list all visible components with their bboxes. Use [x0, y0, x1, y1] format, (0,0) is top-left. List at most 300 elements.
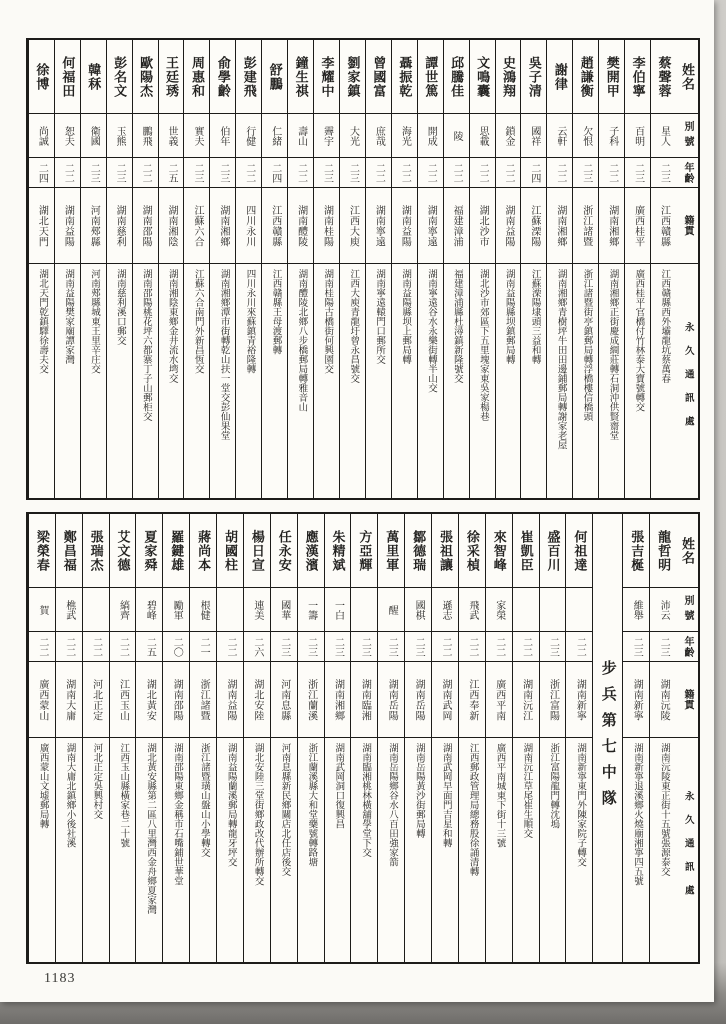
entry-alias	[136, 588, 162, 632]
entry-column	[109, 514, 136, 962]
entry-address	[262, 264, 287, 498]
entry-address-text: 河北正定吳興村交	[91, 743, 102, 819]
entry-address-text: 湖南益陽蘭溪郵局轉龍牙坪交	[225, 743, 236, 867]
entry-native-text: 湖南岳陽	[386, 678, 398, 721]
entry-name	[432, 514, 458, 588]
entry-address-text: 湖南新寧退溪鄉火燒廟湘寧四五號	[631, 743, 642, 886]
entry-native	[55, 188, 80, 264]
entry-name	[325, 514, 351, 588]
header-age-cell	[676, 158, 698, 188]
entry-native	[351, 662, 377, 738]
entry-column	[350, 514, 377, 962]
entry-alias	[521, 114, 546, 158]
entry-column	[469, 40, 495, 498]
entry-native-text: 湖南新寧	[574, 678, 586, 721]
entry-native-text: 江西贛縣	[269, 204, 281, 247]
entry-alias	[55, 114, 80, 158]
entry-address-text: 江西大庾青龍圩曾永昌號交	[348, 269, 359, 383]
entry-name-text: 譚世篤	[423, 55, 439, 98]
entry-name-text: 蔡聲蓉	[656, 55, 672, 98]
entry-address-text: 浙江諸暨璜山盤山小學轉交	[198, 743, 209, 857]
entry-alias-text: 家榮	[493, 599, 505, 620]
entry-column	[158, 40, 184, 498]
entry-alias-text: 海光	[399, 125, 411, 146]
entry-address-text: 江蘇溧陽埭頭三益和轉	[529, 269, 540, 364]
entry-alias	[298, 588, 324, 632]
entry-alias-text: 縞齊	[117, 599, 129, 620]
entry-address-text: 福建漳浦縣杜潯鎮新隆號交	[451, 269, 462, 383]
entry-native-text: 福建漳浦	[451, 204, 463, 247]
entry-name-text: 張祖讓	[437, 529, 453, 572]
entry-native	[83, 662, 109, 738]
header-age-label: 年齡	[682, 635, 693, 658]
entry-address-text: 河南息縣新民鄉關店北任店後交	[279, 743, 290, 876]
entry-address-text: 湖南大庸北鎮鄉小後社溪	[64, 743, 75, 848]
entry-native	[547, 188, 572, 264]
entry-name	[184, 40, 209, 114]
entry-alias-text: 鎖金	[503, 125, 514, 146]
entry-address	[314, 264, 339, 498]
entry-native	[540, 662, 566, 738]
entry-alias	[547, 114, 572, 158]
entry-address	[236, 264, 261, 498]
entry-age-text: 二三	[631, 636, 643, 657]
entry-age	[159, 158, 184, 188]
entry-address	[81, 264, 106, 498]
entry-name	[470, 40, 495, 114]
entry-name	[486, 514, 512, 588]
entry-native-text: 湖北天門	[36, 204, 48, 247]
entry-native-text: 湖南寧遠	[373, 204, 385, 247]
entry-age	[217, 632, 243, 662]
entry-column	[377, 514, 404, 962]
entry-name-text: 張瑞杰	[88, 529, 104, 572]
entry-age	[244, 632, 270, 662]
entry-column	[598, 40, 624, 498]
entry-name-text: 曾國富	[371, 55, 387, 98]
entry-column	[339, 40, 365, 498]
entry-name-text: 樊開甲	[604, 55, 620, 98]
entry-name-text: 李耀中	[319, 55, 335, 98]
entry-name	[625, 40, 650, 114]
entry-age-text: 二三	[191, 162, 203, 183]
entry-address-text: 浙江諸暨街亭鎮郵局轉浮橋樓信橋頭	[581, 269, 592, 421]
header-age-cell	[676, 632, 698, 662]
entry-alias-text: 國華	[278, 599, 290, 620]
entry-native	[210, 188, 235, 264]
entry-column	[287, 40, 313, 498]
entry-name-text: 邱騰佳	[449, 55, 465, 98]
entry-alias	[392, 114, 417, 158]
section-divider-cell	[593, 514, 622, 962]
entry-address-text: 湖北安陸三堂街鄉政改代辦所轉交	[252, 743, 263, 886]
entry-address	[298, 738, 324, 962]
entry-native-text: 江西玉山	[117, 678, 129, 721]
entry-alias	[217, 588, 243, 632]
header-name-label: 姓名	[680, 536, 695, 565]
entry-alias-text: 飛武	[466, 599, 478, 620]
entry-address-text: 湖南湘陰東鄉金井流水塆交	[166, 269, 177, 383]
entry-alias-text: 欠恨	[580, 125, 592, 146]
entry-address	[107, 264, 132, 498]
entry-age	[496, 158, 521, 188]
entry-address-text: 湖南益陽樊家廟譚家灣	[63, 269, 74, 364]
entry-native	[392, 188, 417, 264]
entry-native	[314, 188, 339, 264]
entry-age	[378, 632, 404, 662]
entry-address-text: 湖南益陽縣坝上郵局轉	[400, 269, 411, 364]
entry-address-text: 江蘇六合南門外新昌恆交	[192, 269, 203, 374]
entry-address	[378, 738, 404, 962]
entry-address	[392, 264, 417, 498]
header-address-cell	[676, 738, 698, 962]
entry-address-text: 湖南益陽縣坝鎮郵局轉	[503, 269, 514, 364]
entry-column	[209, 40, 235, 498]
entry-age-text: 二三	[217, 162, 229, 183]
entry-name-text: 艾文德	[115, 529, 131, 572]
entry-alias	[405, 588, 431, 632]
entry-alias-text: 鵬飛	[140, 125, 152, 146]
entry-address	[190, 738, 216, 962]
entry-name-text: 韓秝	[86, 62, 102, 91]
entry-age	[288, 158, 313, 188]
entry-age	[314, 158, 339, 188]
entry-name	[29, 40, 54, 114]
entry-column	[297, 514, 324, 962]
entry-age-text: 二二	[477, 162, 489, 183]
entry-native	[244, 662, 270, 738]
entry-alias-text: 行健	[243, 125, 255, 146]
header-address-label: 永久通訊處	[682, 791, 693, 909]
entry-name-text: 鐘生祺	[293, 55, 309, 98]
entry-column	[135, 514, 162, 962]
entry-alias	[496, 114, 521, 158]
entry-age	[29, 158, 54, 188]
entry-name-text: 吳子清	[526, 55, 542, 98]
entry-native-text: 湖南邵陽	[140, 204, 152, 247]
entry-address-text: 江西贛縣西外壩龍坑蔡萬春	[659, 269, 670, 383]
entry-native-text: 湖南湘鄉	[332, 678, 344, 721]
entry-column	[622, 514, 649, 962]
entry-column	[495, 40, 521, 498]
entry-column	[458, 514, 485, 962]
entry-name-text: 朱精斌	[330, 529, 346, 572]
entry-alias-text: 恕夫	[62, 125, 74, 146]
entry-alias	[314, 114, 339, 158]
entry-name	[163, 514, 189, 588]
entry-age	[29, 632, 55, 662]
entry-address	[29, 264, 54, 498]
entry-alias-text: 伯年	[217, 125, 229, 146]
entry-native-text: 浙江富陽	[547, 678, 559, 721]
entry-age-text: 二六	[251, 636, 263, 657]
entry-alias-text: 云軒	[554, 125, 566, 146]
entry-alias-text: 開成	[425, 125, 437, 146]
entry-name	[405, 514, 431, 588]
entry-age	[599, 158, 624, 188]
entry-age-text: 二四	[36, 162, 48, 183]
entry-address-text: 湖南桂陽古橋街何興園交	[322, 269, 333, 374]
entry-alias	[107, 114, 132, 158]
header-name-cell	[676, 514, 698, 588]
entry-alias-text: 思載	[477, 125, 489, 146]
entry-native-text: 湖南沅陵	[658, 678, 670, 721]
entry-address-text: 湖南沅江草尾崔生順交	[521, 743, 532, 838]
entry-name	[210, 40, 235, 114]
entry-age-text: 二三	[305, 636, 317, 657]
entry-native	[136, 662, 162, 738]
entry-age	[133, 158, 158, 188]
entry-name	[566, 514, 592, 588]
entry-native	[521, 188, 546, 264]
entry-address	[513, 738, 539, 962]
entry-age-text: 二二	[451, 162, 463, 183]
entry-name-text: 楊日宣	[249, 529, 265, 572]
entry-age	[271, 632, 297, 662]
entry-address	[217, 738, 243, 962]
entry-column	[539, 514, 566, 962]
entry-name	[244, 514, 270, 588]
entry-age-text: 二二	[36, 636, 48, 657]
entry-address	[110, 738, 136, 962]
entry-address	[470, 264, 495, 498]
entry-column	[243, 514, 270, 962]
entry-alias	[513, 588, 539, 632]
entry-name	[136, 514, 162, 588]
header-alias-label: 別號	[682, 120, 693, 151]
entry-alias	[184, 114, 209, 158]
entry-column	[565, 514, 592, 962]
entry-address	[159, 264, 184, 498]
entry-name-text: 何福田	[60, 55, 76, 98]
entry-address	[366, 264, 391, 498]
entry-age-text: 二五	[144, 636, 156, 657]
entry-address-text: 廣西蒙山文墟郵局轉	[37, 743, 48, 829]
entry-address	[547, 264, 572, 498]
entry-alias	[444, 114, 469, 158]
entry-native	[159, 188, 184, 264]
entry-column	[365, 40, 391, 498]
entry-age	[110, 632, 136, 662]
entry-column	[649, 514, 676, 962]
entry-age	[210, 158, 235, 188]
entry-age-text: 二三	[88, 162, 100, 183]
entry-age-text: 二二	[224, 636, 236, 657]
entry-column	[572, 40, 598, 498]
entry-alias	[470, 114, 495, 158]
entry-age-text: 二三	[114, 162, 126, 183]
entry-alias	[81, 114, 106, 158]
header-native-label: 籍貫	[682, 215, 693, 236]
entry-age-text: 二一	[198, 636, 210, 657]
entry-alias	[163, 588, 189, 632]
entry-address	[340, 264, 365, 498]
entry-age	[418, 158, 443, 188]
entry-alias-text: 一白	[332, 599, 344, 620]
entry-address-text: 湖南湘鄉潭市街轉乾山扶一堂交彭仙果堂	[218, 269, 229, 440]
entry-address	[444, 264, 469, 498]
entry-native	[190, 662, 216, 738]
entry-address-text: 湖南武岡洞口復興昌	[333, 743, 344, 829]
entry-native	[163, 662, 189, 738]
entry-address-text: 江西郵政管理局總務股徐誦清轉	[467, 743, 478, 876]
entry-age-text: 二二	[90, 636, 102, 657]
entry-name	[56, 514, 82, 588]
entry-alias	[236, 114, 261, 158]
entry-address	[566, 738, 592, 962]
entry-name	[271, 514, 297, 588]
entry-age	[236, 158, 261, 188]
entry-age	[459, 632, 485, 662]
entry-name-text: 羅鍵雄	[169, 529, 185, 572]
entry-address-text: 湖南沅陵東正街十五號張源泰交	[658, 743, 669, 876]
entry-column	[189, 514, 216, 962]
entry-age-text: 二三	[278, 636, 290, 657]
entry-native	[566, 662, 592, 738]
entry-native-text: 廣西平南	[493, 678, 505, 721]
entry-age	[298, 632, 324, 662]
entry-native	[325, 662, 351, 738]
entry-address-text: 浙江富陽龍門轉沈塢	[548, 743, 559, 829]
entry-native	[432, 662, 458, 738]
entry-column	[28, 514, 55, 962]
entry-name-text: 何祖達	[572, 529, 588, 572]
entry-native	[133, 188, 158, 264]
entry-name-text: 王廷琇	[164, 55, 180, 98]
entry-alias-text: 壽山	[295, 125, 307, 146]
entry-address-text: 湖南湘鄉青樹坪牛田田邊鋪郵局轉謝家老屋	[555, 269, 566, 450]
entry-alias-text: 賀	[36, 604, 48, 615]
entry-address	[521, 264, 546, 498]
entry-name	[55, 40, 80, 114]
entry-name-text: 方亞輝	[357, 529, 373, 572]
entry-address-text: 湖南寧遠谷水永樂街轉半山交	[425, 269, 436, 393]
entry-native-text: 湖北黃安	[144, 678, 156, 721]
entry-age-text: 二二	[606, 162, 618, 183]
entry-age-text: 二二	[62, 162, 74, 183]
entry-age-text: 二二	[243, 162, 255, 183]
entry-column	[55, 514, 82, 962]
entry-address-text: 湖南岳陽鄉谷水八百田強家箭	[386, 743, 397, 867]
entry-alias-text: 子科	[606, 125, 618, 146]
entry-native	[236, 188, 261, 264]
entry-alias	[244, 588, 270, 632]
entry-age-text: 二二	[493, 636, 505, 657]
entry-alias	[540, 588, 566, 632]
entry-address-text: 河南郟縣城東王里辛庄交	[89, 269, 99, 374]
entry-address-text: 湖北天門乾鎮驛徐壽夫交	[37, 269, 48, 374]
entry-native	[29, 662, 55, 738]
entry-age	[513, 632, 539, 662]
entry-native	[271, 662, 297, 738]
entry-address-text: 湖南湘鄉正街慶成綢莊轉石洞沖供賢齋堂	[607, 269, 618, 440]
entry-address-text: 江西贛縣王母渡郵轉	[270, 269, 281, 355]
entry-native	[651, 188, 676, 264]
entry-name-text: 萬里軍	[384, 529, 400, 572]
entry-alias-text: 遜志	[439, 599, 451, 620]
entry-age	[184, 158, 209, 188]
entry-native-text: 湖南武岡	[439, 678, 451, 721]
entry-age	[540, 632, 566, 662]
entry-alias	[29, 114, 54, 158]
entry-address-text: 湖南新寧東門外陳家院子轉交	[575, 743, 586, 867]
entry-alias	[159, 114, 184, 158]
entry-native-text: 湖南益陽	[62, 204, 74, 247]
entry-age	[432, 632, 458, 662]
entry-address	[83, 738, 109, 962]
entry-age	[444, 158, 469, 188]
entry-alias-text: 醒	[386, 604, 398, 615]
entry-alias-text: 碧峰	[144, 599, 156, 620]
entry-alias	[486, 588, 512, 632]
entry-name-text: 彭名文	[112, 55, 128, 98]
entry-native	[470, 188, 495, 264]
entry-name	[459, 514, 485, 588]
entry-name	[496, 40, 521, 114]
entry-age-text: 二二	[554, 162, 566, 183]
header-age-label: 年齡	[682, 161, 693, 184]
entry-address-text: 浙江蘭溪縣大和堂藥號轉路塘	[306, 743, 317, 867]
entry-age	[405, 632, 431, 662]
entry-name-text: 聶振乾	[397, 55, 413, 98]
entry-name-text: 龍哲明	[656, 529, 672, 572]
entry-address-text: 湖南寧遠轅門口郵所交	[374, 269, 385, 364]
entry-alias-text: 勵軍	[171, 599, 183, 620]
entry-age	[521, 158, 546, 188]
entry-alias-text: 沛云	[658, 599, 670, 620]
entry-native	[262, 188, 287, 264]
entry-alias-text: 連美	[251, 599, 263, 620]
roster-table-bottom	[26, 512, 700, 964]
entry-address-text: 四川永川來蘇鎮青裕隆轉	[244, 269, 255, 374]
entry-name-text: 張吉梴	[629, 529, 645, 572]
entry-column	[313, 40, 339, 498]
entry-native-text: 湖南湘鄉	[606, 204, 618, 247]
entry-native-text: 湖南大庸	[63, 678, 75, 721]
entry-native-text: 江蘇六合	[191, 204, 203, 247]
entry-native-text: 湖南湘鄉	[554, 204, 566, 247]
entry-address-text: 江西玉山縣橫家巷二十號	[118, 743, 129, 848]
entry-name	[190, 514, 216, 588]
entry-name-text: 應漢濱	[303, 529, 319, 572]
entry-alias-text: 維舉	[631, 599, 643, 620]
entry-age-text: 二四	[269, 162, 281, 183]
entry-address	[56, 738, 82, 962]
entry-address-text: 湖南岳陽黃沙街郵局轉	[413, 743, 424, 838]
entry-address	[133, 264, 158, 498]
entry-native-text: 湖南桂陽	[321, 204, 333, 247]
entry-name	[651, 40, 676, 114]
entry-alias-text: 國棋	[413, 599, 425, 620]
entry-name	[540, 514, 566, 588]
entry-name	[340, 40, 365, 114]
entry-name	[29, 514, 55, 588]
entry-column	[650, 40, 676, 498]
entry-column	[54, 40, 80, 498]
header-native-cell	[676, 662, 698, 738]
entry-column	[485, 514, 512, 962]
entry-native-text: 湖南岳陽	[413, 678, 425, 721]
entry-native-text: 江西大庾	[347, 204, 359, 247]
column-headers-top	[676, 40, 698, 498]
entry-name	[650, 514, 676, 588]
entry-name-text: 徐博	[34, 62, 50, 91]
entry-column	[324, 514, 351, 962]
entry-address	[623, 738, 649, 962]
entry-address	[459, 738, 485, 962]
entry-native	[513, 662, 539, 738]
entry-alias-text: 世義	[166, 125, 178, 146]
